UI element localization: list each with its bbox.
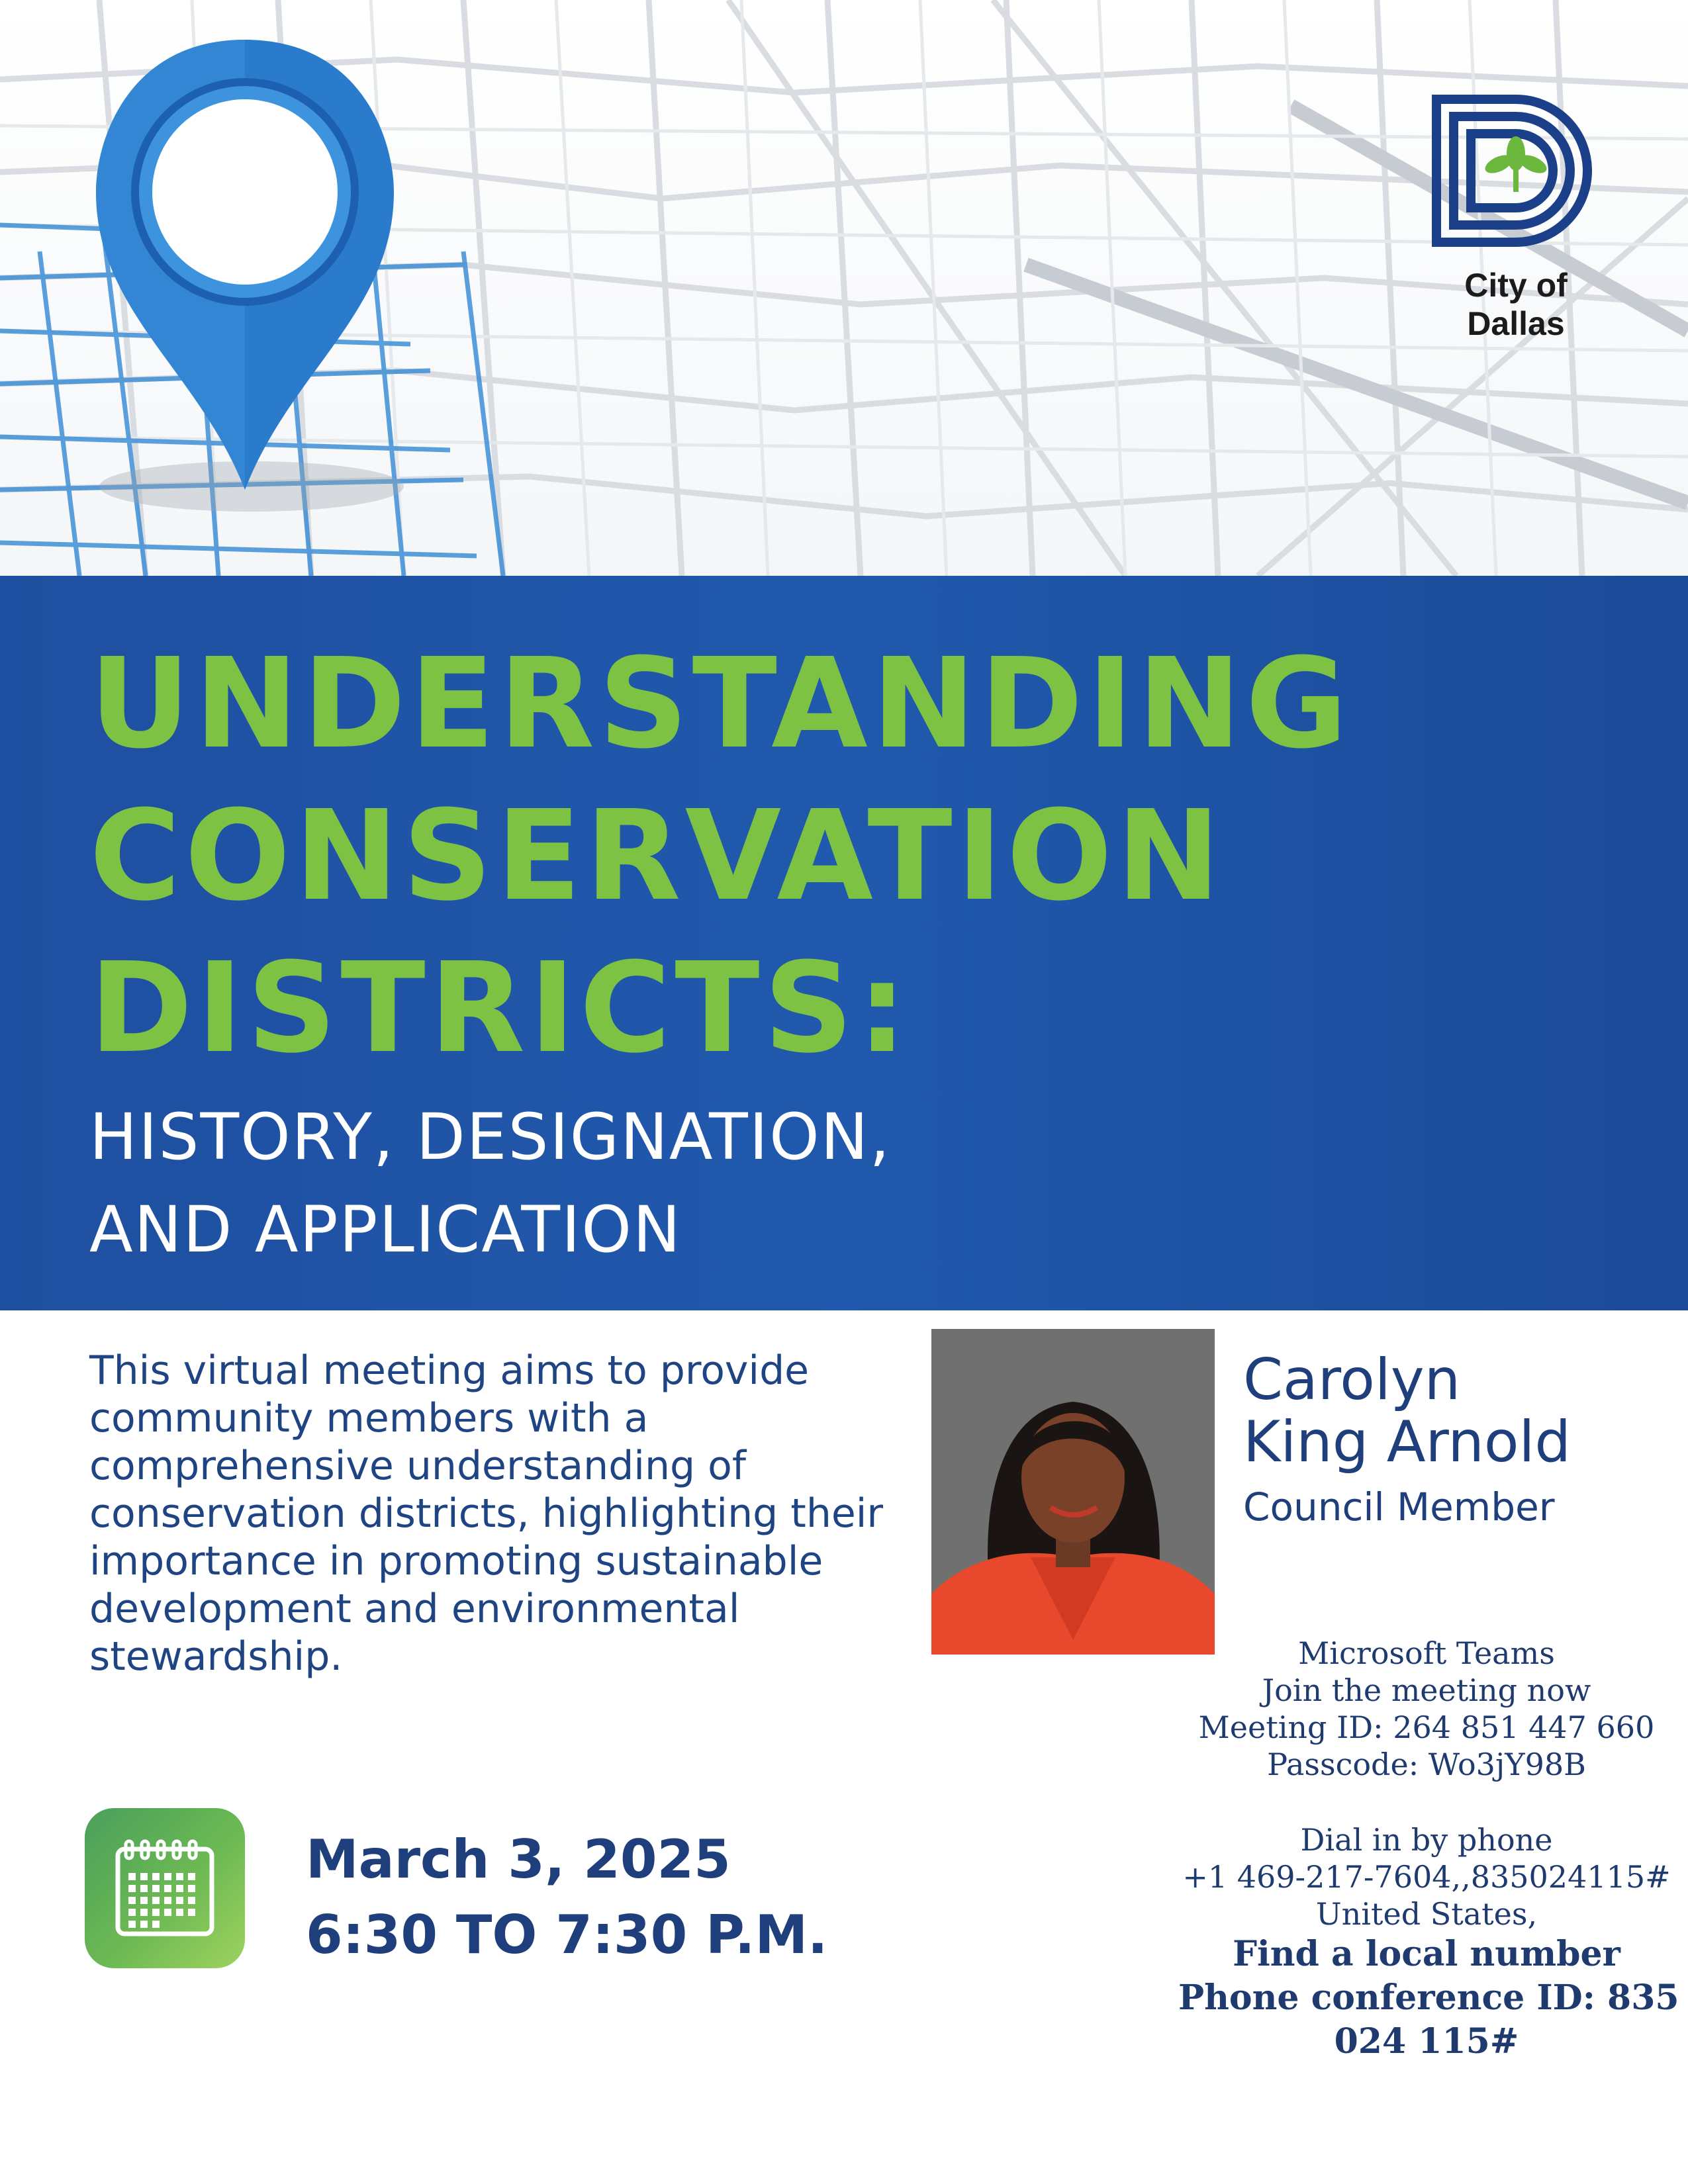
subtitle-line-1: HISTORY, DESIGNATION,	[89, 1100, 891, 1174]
subtitle-line-2: AND APPLICATION	[89, 1193, 682, 1267]
phone-conference-id-cont: 024 115#	[1334, 2021, 1519, 2062]
meeting-id: Meeting ID: 264 851 447 660	[1198, 1709, 1655, 1745]
map-header	[0, 0, 1688, 576]
title-banner	[0, 576, 1688, 1310]
dallas-d-logo-icon	[1417, 93, 1615, 258]
logo-text: City of Dallas	[1464, 267, 1568, 342]
calendar-icon	[85, 1808, 245, 1968]
dial-in-country: United States,	[1315, 1896, 1538, 1932]
dial-in-phone[interactable]: +1 469-217-7604,,835024115#	[1182, 1859, 1671, 1895]
meeting-passcode: Passcode: Wo3jY98B	[1267, 1747, 1586, 1782]
speaker-role: Council Member	[1243, 1484, 1555, 1529]
event-time: 6:30 TO 7:30 P.M.	[306, 1904, 828, 1966]
phone-conference-id: Phone conference ID: 835	[1178, 1978, 1679, 2018]
meeting-platform: Microsoft Teams	[1298, 1635, 1555, 1671]
meeting-description: This virtual meeting aims to provide community members with a comprehensive understanding of conservation districts, highlighting their importance in promoting sustainable development and environmental stewardship.	[89, 1347, 884, 1680]
city-of-dallas-logo	[1417, 93, 1615, 342]
speaker-first-name: Carolyn	[1243, 1347, 1461, 1413]
title-line-1: UNDERSTANDING	[89, 631, 1352, 776]
spacer	[1178, 1783, 1675, 1821]
event-date: March 3, 2025	[306, 1829, 731, 1890]
speaker-photo	[931, 1329, 1215, 1655]
meeting-info	[1178, 1635, 1679, 2064]
title-line-3: DISTRICTS:	[89, 936, 912, 1081]
speaker-last-name: King Arnold	[1243, 1409, 1571, 1475]
location-pin-icon	[96, 40, 394, 490]
title-line-2: CONSERVATION	[89, 784, 1225, 929]
find-local-number-link[interactable]: Find a local number	[1233, 1934, 1620, 1974]
speaker-name	[1243, 1349, 1571, 1473]
dial-in-heading: Dial in by phone	[1300, 1822, 1553, 1858]
join-meeting-link[interactable]: Join the meeting now	[1262, 1672, 1591, 1708]
